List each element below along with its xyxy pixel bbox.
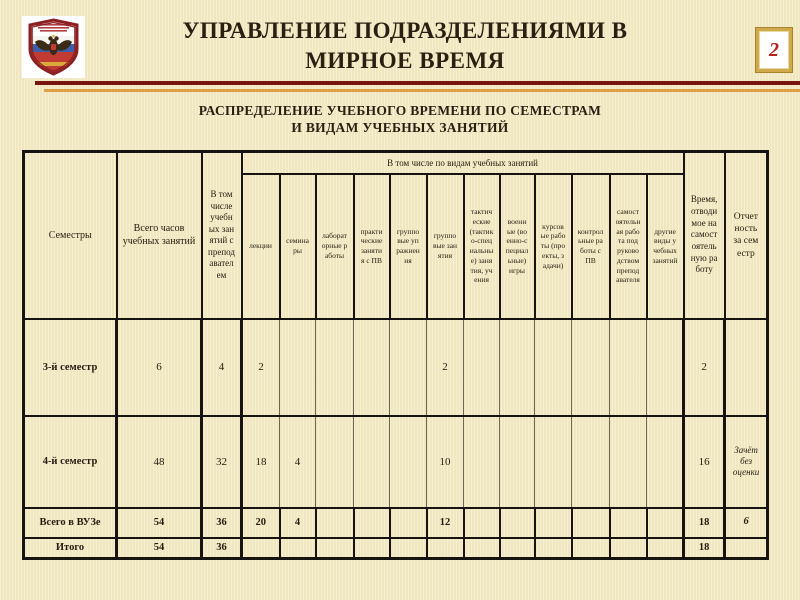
cell (647, 508, 684, 538)
header-with-instructor: В том числе учебных занятий с преподавателем (202, 152, 242, 319)
header-by-class-types-group: В том числе по видам учебных занятий (242, 152, 684, 174)
header-lectures: лекции (242, 174, 280, 319)
cell (464, 538, 500, 559)
cell (464, 319, 500, 416)
cell (427, 538, 464, 559)
cell: 2 (427, 319, 464, 416)
cell (354, 508, 390, 538)
cell: 18 (684, 538, 725, 559)
cell: Зачёт без оценки (725, 416, 768, 508)
header-tactical-classes: тактические (тактико-специальные) занятия, учения (464, 174, 500, 319)
cell (535, 508, 572, 538)
table-row-total-university (24, 508, 768, 538)
slide-number: 2 (769, 38, 779, 61)
cell (464, 416, 500, 508)
header-war-games: военные (военно-специальные) игры (500, 174, 535, 319)
header-other-class-types: другие виды учебных занятий (647, 174, 684, 319)
cell: 16 (684, 416, 725, 508)
cell (354, 538, 390, 559)
header-semester-reporting: Отчетность за семестр (725, 152, 768, 319)
university-emblem-icon (22, 16, 85, 78)
header-group-exercises: групповые упражнения (390, 174, 427, 319)
cell (390, 416, 427, 508)
header-lab-works: лабораторные работы (316, 174, 354, 319)
cell (647, 319, 684, 416)
cell: 2 (242, 319, 280, 416)
cell: 20 (242, 508, 280, 538)
row-label: Итого (24, 538, 117, 559)
cell (535, 538, 572, 559)
cell (242, 538, 280, 559)
cell (316, 538, 354, 559)
cell (610, 538, 647, 559)
header-control-works: контрольные работы с ПВ (572, 174, 610, 319)
cell (354, 319, 390, 416)
cell: 18 (242, 416, 280, 508)
cell: 2 (684, 319, 725, 416)
cell (535, 319, 572, 416)
cell (572, 508, 610, 538)
cell: 36 (202, 538, 242, 559)
cell (572, 416, 610, 508)
cell (280, 319, 316, 416)
table-row-semester-4 (24, 416, 768, 508)
cell (500, 508, 535, 538)
cell (500, 416, 535, 508)
cell (500, 538, 535, 559)
slide-title-line1: УПРАВЛЕНИЕ ПОДРАЗДЕЛЕНИЯМИ В (182, 18, 628, 43)
slide-title-line2: МИРНОЕ ВРЕМЯ (305, 48, 505, 74)
cell: 54 (117, 508, 202, 538)
cell: 54 (117, 538, 202, 559)
table-row-semester-3 (24, 319, 768, 416)
cell (610, 416, 647, 508)
cell (647, 538, 684, 559)
cell (572, 319, 610, 416)
cell: 18 (684, 508, 725, 538)
header-course-works: курсовые работы (проекты, задачи) (535, 174, 572, 319)
cell: 6 (725, 508, 768, 538)
study-time-table (22, 150, 769, 560)
header-seminars: семинары (280, 174, 316, 319)
cell (725, 538, 768, 559)
cell (647, 416, 684, 508)
header-semesters: Семестры (24, 152, 117, 319)
cell: 6 (117, 319, 202, 416)
header-practical-classes: практические занятия с ПВ (354, 174, 390, 319)
cell (280, 538, 316, 559)
table-row-grand-total (24, 538, 768, 559)
cell: 48 (117, 416, 202, 508)
cell: 4 (280, 416, 316, 508)
cell: 4 (280, 508, 316, 538)
cell: 36 (202, 508, 242, 538)
header-self-study-time: Время, отводимое на самостоятельную работу (684, 152, 725, 319)
cell (610, 319, 647, 416)
cell (316, 319, 354, 416)
cell (725, 319, 768, 416)
table-caption-line2: И ВИДАМ УЧЕБНЫХ ЗАНЯТИЙ (291, 119, 509, 135)
cell (610, 508, 647, 538)
row-label: 4-й семестр (24, 416, 117, 508)
cell (572, 538, 610, 559)
cell (500, 319, 535, 416)
table-caption-line1: РАСПРЕДЕЛЕНИЕ УЧЕБНОГО ВРЕМЕНИ ПО СЕМЕСТРАМ (198, 103, 602, 118)
cell (390, 538, 427, 559)
row-label: 3-й семестр (24, 319, 117, 416)
header-total-hours: Всего часов учебных занятий (117, 152, 202, 319)
cell: 12 (427, 508, 464, 538)
divider-rule-gold (44, 89, 800, 92)
cell (390, 319, 427, 416)
cell: 4 (202, 319, 242, 416)
cell (535, 416, 572, 508)
cell (316, 508, 354, 538)
header-supervised-self-study: самостоятельная работа под руководством преподавателя (610, 174, 647, 319)
row-label: Всего в ВУЗе (24, 508, 117, 538)
cell (390, 508, 427, 538)
cell (464, 508, 500, 538)
cell: 10 (427, 416, 464, 508)
table-caption (20, 103, 780, 137)
divider-rule-dark (35, 81, 800, 85)
slide-number-badge (756, 28, 792, 72)
header-group-classes: групповые занятия (427, 174, 464, 319)
slide-title (110, 16, 700, 77)
cell (316, 416, 354, 508)
cell: 32 (202, 416, 242, 508)
cell (354, 416, 390, 508)
